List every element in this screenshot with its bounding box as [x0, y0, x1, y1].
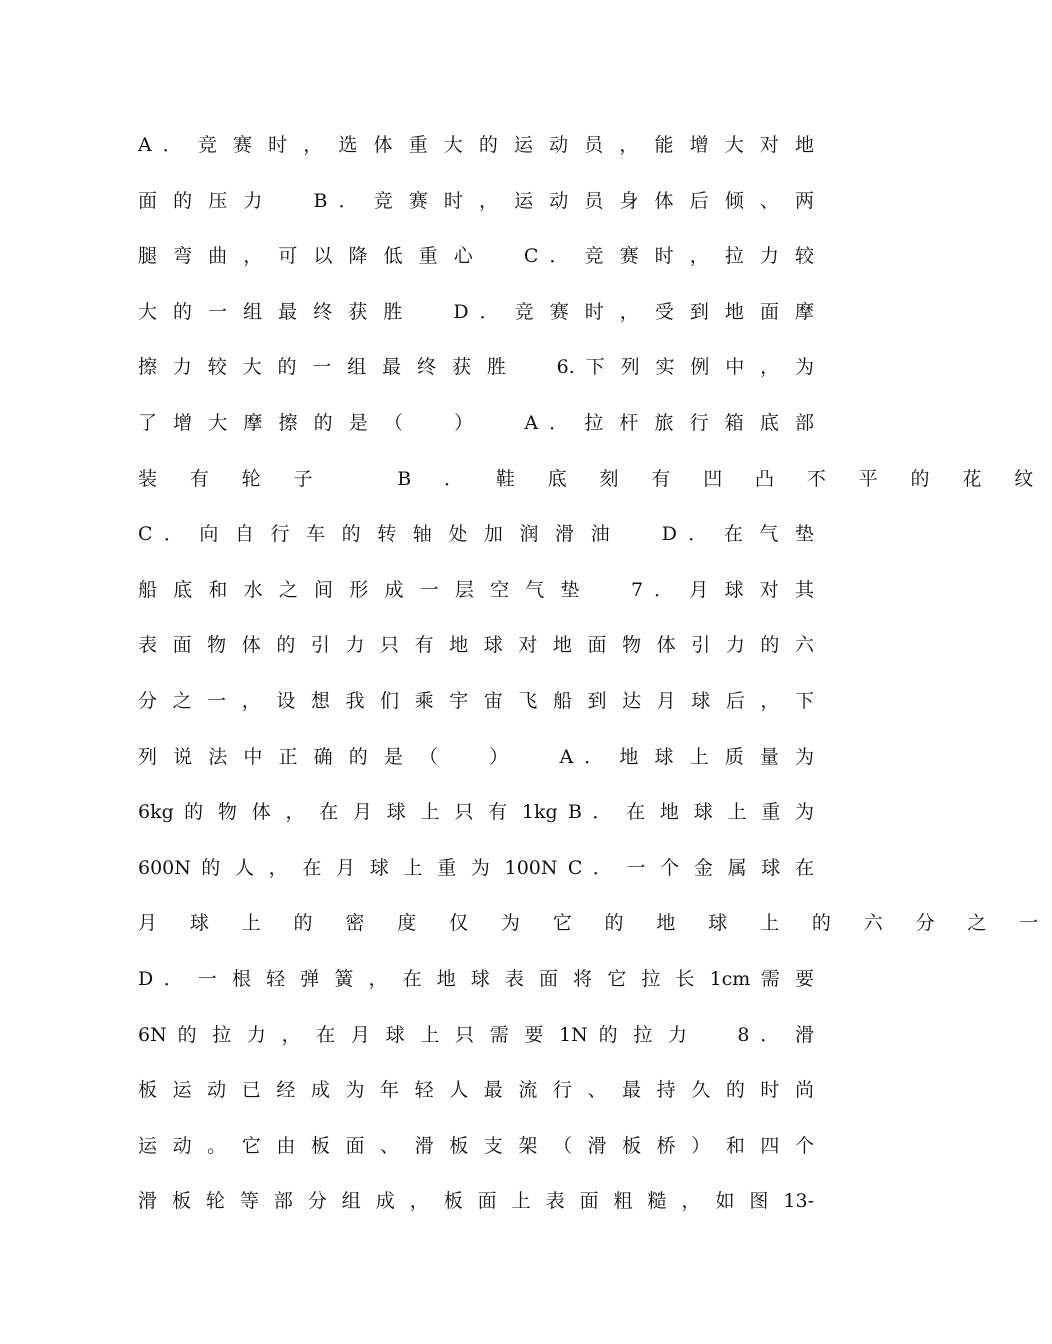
text-line-18: 板 运 动 已 经 成 为 年 轻 人 最 流 行 、 最 持 久 的 时 尚 [138, 1079, 814, 1102]
text-line-8: C ． 向 自 行 车 的 转 轴 处 加 润 滑 油 D ． 在 气 垫 [138, 523, 814, 546]
text-line-9: 船 底 和 水 之 间 形 成 一 层 空 气 垫 7 ． 月 球 对 其 [138, 578, 814, 601]
text-line-1: A ． 竞 赛 时 ， 选 体 重 大 的 运 动 员 ， 能 增 大 对 地 [138, 134, 814, 156]
text-line-19: 运 动 。 它 由 板 面 、 滑 板 支 架 （ 滑 板 桥 ） 和 四 个 [138, 1134, 814, 1157]
document-text-block [138, 118, 1052, 1230]
text-line-7: 装 有 轮 子 B ． 鞋 底 刻 有 凹 凸 不 平 的 花 纹 [138, 467, 1047, 490]
text-line-10: 表 面 物 体 的 引 力 只 有 地 球 对 地 面 物 体 引 力 的 六 [138, 634, 814, 657]
text-line-17: 6N 的 拉 力 ， 在 月 球 上 只 需 要 1N 的 拉 力 8 ． 滑 [138, 1023, 814, 1046]
text-line-16: D ． 一 根 轻 弹 簧 ， 在 地 球 表 面 将 它 拉 长 1cm 需 要 [138, 967, 814, 990]
text-line-12: 列 说 法 中 正 确 的 是 （ ） A ． 地 球 上 质 量 为 [138, 745, 814, 768]
text-line-4: 大 的 一 组 最 终 获 胜 D ． 竞 赛 时 ， 受 到 地 面 摩 [138, 300, 814, 323]
text-line-14: 600N 的 人 ， 在 月 球 上 重 为 100N C ． 一 个 金 属 球 在 [138, 856, 814, 879]
text-line-2: 面 的 压 力 B ． 竞 赛 时 ， 运 动 员 身 体 后 倾 、 两 [138, 189, 814, 212]
text-line-11: 分 之 一 ， 设 想 我 们 乘 宇 宙 飞 船 到 达 月 球 后 ， 下 [138, 689, 814, 712]
text-line-15: 月 球 上 的 密 度 仅 为 它 的 地 球 上 的 六 分 之 一 [138, 912, 1052, 935]
text-line-13: 6kg 的 物 体 ， 在 月 球 上 只 有 1kg B ． 在 地 球 上 重 为 [138, 801, 814, 824]
text-line-3: 腿 弯 曲 ， 可 以 降 低 重 心 C ． 竞 赛 时 ， 拉 力 较 [138, 245, 814, 268]
text-line-20: 滑 板 轮 等 部 分 组 成 ， 板 面 上 表 面 粗 糙 ， 如 图 13- [138, 1190, 814, 1213]
text-line-6: 了 增 大 摩 擦 的 是 （ ） A ． 拉 杆 旅 行 箱 底 部 [138, 411, 814, 434]
text-line-5: 擦 力 较 大 的 一 组 最 终 获 胜 6. 下 列 实 例 中 ， 为 [138, 356, 814, 379]
